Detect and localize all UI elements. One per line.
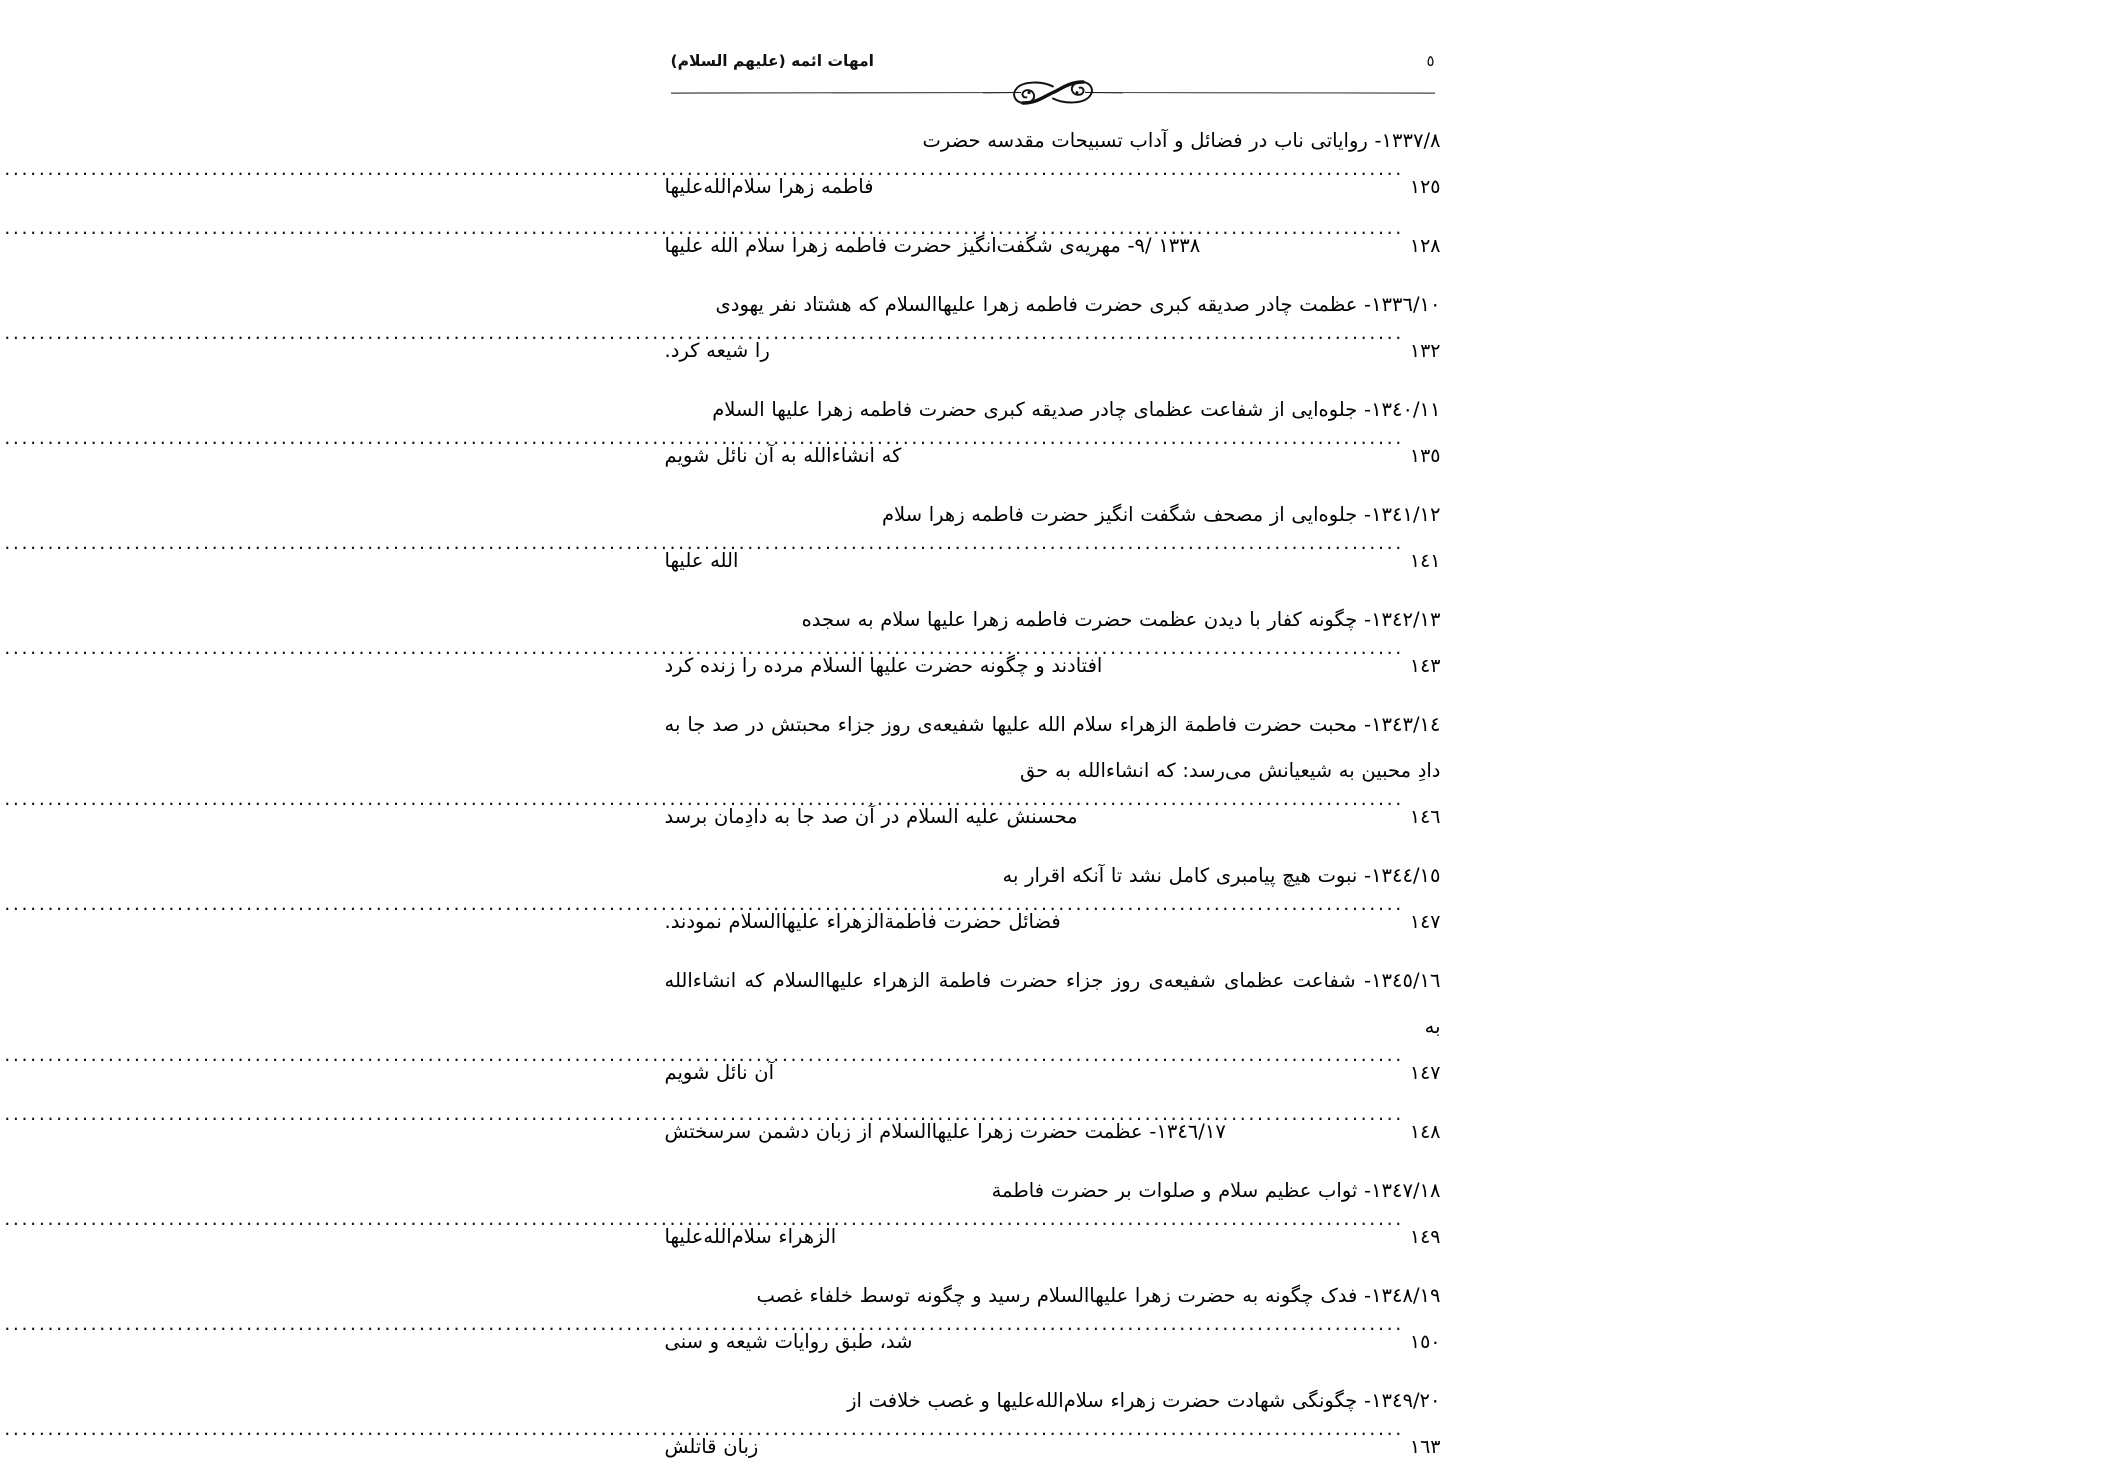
toc-entry[interactable]	[666, 597, 1442, 689]
toc-entry-number: ١٣٤٠/١١-	[1358, 398, 1442, 421]
toc-leader-dots	[919, 1329, 1404, 1349]
toc-entry[interactable]	[666, 492, 1442, 584]
toc-entry-page-number: ١٤٣	[1410, 655, 1442, 677]
toc-entry-number: ١٣٤٨/١٩-	[1358, 1284, 1442, 1307]
toc-entry-text-tail: الله علیها	[665, 549, 740, 572]
toc-entry-tail	[666, 433, 1442, 479]
toc-entry-number: ١٣٤٤/١٥-	[1358, 864, 1442, 887]
page-number: ٥	[1427, 52, 1436, 70]
toc-entry-page-number: ١٤٦	[1410, 806, 1442, 828]
toc-entry[interactable]	[666, 223, 1442, 269]
toc-entry-number: ١٣٤٧/١٨-	[1358, 1179, 1442, 1202]
toc-entry-page-number: ١٤٨	[1410, 1121, 1442, 1143]
toc-entry-text-tail: افتادند و چگونه حضرت علیها السلام مرده را زنده کرد	[665, 654, 1104, 677]
toc-entry-text-tail: شد، طبق روایات شیعه و سنی	[665, 1330, 914, 1353]
toc-entry-page-number: ١٤٧	[1410, 911, 1442, 933]
toc-entry-tail	[666, 1109, 1442, 1155]
toc-entry-text: ١٣٤٢/١٣- چگونه کفار با دیدن عظمت حضرت فاطمه زهرا علیها سلام به سجده	[802, 608, 1442, 631]
toc-entry[interactable]	[666, 702, 1442, 840]
toc-entry-number: ١٣٣٨ /٩-	[1121, 234, 1202, 257]
toc-entry-text-tail: فاطمه زهرا سلام‌الله‌علیها	[665, 175, 875, 198]
toc-leader-dots	[781, 1060, 1405, 1080]
toc-entry-page-number: ١٤٩	[1410, 1226, 1442, 1248]
toc-entry-text: ١٣٣٦/١٠- عظمت چادر صدیقه کبری حضرت فاطمه زهرا علیهاالسلام که هشتاد نفر یهودی	[716, 293, 1442, 316]
toc-leader-dots	[745, 548, 1405, 568]
toc-entry-number: ١٣٤٦/١٧-	[1143, 1120, 1227, 1143]
toc-entry-text-tail: محسنش علیه السلام در آن صد جا به دادِمان برسد	[665, 805, 1079, 828]
toc-leader-dots	[1109, 653, 1405, 673]
toc-entry-text: ١٣٤٣/١٤- محبت حضرت فاطمة الزهراء سلام الله علیها شفیعه‌ی روز جزاء محبتش در صد جا به دادِ محبین به شیعیانش می‌رسد: که انشاءالله به حق	[665, 713, 1442, 782]
toc-entry-number: ١٣٤٣/١٤-	[1358, 713, 1442, 736]
toc-entry[interactable]	[666, 1378, 1442, 1470]
toc-entry-text: ١٣٤١/١٢- جلوه‌ایی از مصحف شگفت انگیز حضرت فاطمه زهرا سلام	[882, 503, 1442, 526]
toc-entry-page-number: ١٤١	[1410, 550, 1442, 572]
toc-leader-dots	[908, 443, 1405, 463]
toc-entry[interactable]	[666, 1273, 1442, 1365]
toc-entry-page-number: ١٤٧	[1410, 1062, 1442, 1084]
toc-entry-text-tail: ١٣٤٦/١٧- عظمت حضرت زهرا علیهاالسلام از زبان دشمن سرسختش	[665, 1120, 1227, 1143]
toc-entry[interactable]	[666, 1168, 1442, 1260]
toc-leader-dots	[777, 338, 1405, 358]
toc-entry-page-number: ١٥٠	[1410, 1331, 1442, 1353]
toc-entry-text-tail: زبان قاتلش	[665, 1435, 760, 1458]
table-of-contents	[666, 118, 1442, 1483]
toc-entry-page-number: ١٣٢	[1410, 340, 1442, 362]
document-page	[554, 0, 1554, 1458]
toc-entry-tail	[666, 328, 1442, 374]
toc-entry-number: ١٣٤٢/١٣-	[1358, 608, 1442, 631]
toc-entry-text: ١٣٤٨/١٩- فدک چگونه به حضرت زهرا علیهاالسلام رسید و چگونه توسط خلفاء غصب	[757, 1284, 1442, 1307]
toc-leader-dots	[1207, 233, 1405, 253]
toc-leader-dots	[843, 1224, 1405, 1244]
toc-entry-text: ١٣٤٩/٢٠- چگونگی شهادت حضرت زهراء سلام‌الله‌علیها و غصب خلافت از	[848, 1389, 1442, 1412]
toc-entry-tail	[666, 1050, 1442, 1096]
toc-leader-dots	[1085, 804, 1405, 824]
toc-entry-page-number: ١٢٨	[1410, 235, 1442, 257]
toc-entry-tail	[666, 1424, 1442, 1470]
toc-entry[interactable]	[666, 853, 1442, 945]
toc-entry-tail	[666, 794, 1442, 840]
toc-entry-number: ١٣٤٥/١٦-	[1356, 969, 1442, 992]
toc-entry-tail	[666, 223, 1442, 269]
toc-entry-text-tail: که انشاءالله به آن نائل شویم	[665, 444, 903, 467]
toc-entry-number: ١٣٣٦/١٠-	[1358, 293, 1442, 316]
toc-entry-text: ١٣٤٥/١٦- شفاعت عظمای شفیعه‌ی روز جزاء حضرت فاطمة الزهراء علیهاالسلام که انشاءالله به	[665, 969, 1442, 1038]
toc-entry[interactable]	[666, 118, 1442, 210]
toc-entry[interactable]	[666, 387, 1442, 479]
page-header	[672, 52, 1436, 82]
toc-entry-page-number: ١٣٥	[1410, 445, 1442, 467]
toc-entry-tail	[666, 538, 1442, 584]
toc-entry[interactable]	[666, 282, 1442, 374]
toc-entry-page-number: ١٢٥	[1410, 176, 1442, 198]
toc-entry-text: ١٣٤٠/١١- جلوه‌ایی از شفاعت عظمای چادر صدیقه کبری حضرت فاطمه زهرا علیها السلام	[713, 398, 1442, 421]
toc-entry-number: ١٣٤١/١٢-	[1358, 503, 1442, 526]
toc-entry-text-tail: فضائل حضرت فاطمةالزهراء علیهاالسلام نمودند.	[665, 910, 1062, 933]
toc-leader-dots	[1068, 909, 1405, 929]
toc-entry-text: ١٣٤٧/١٨- ثواب عظیم سلام و صلوات بر حضرت فاطمة	[992, 1179, 1442, 1202]
toc-entry-tail	[666, 1214, 1442, 1260]
toc-leader-dots	[765, 1434, 1405, 1454]
toc-entry-number: ١٣٤٩/٢٠-	[1358, 1389, 1442, 1412]
toc-leader-dots	[1233, 1119, 1405, 1139]
toc-entry-text-tail: آن نائل شویم	[665, 1061, 776, 1084]
toc-leader-dots	[881, 174, 1405, 194]
toc-entry-tail	[666, 164, 1442, 210]
toc-entry-text: ١٣٣٧/٨- روایاتی ناب در فضائل و آداب تسبیحات مقدسه حضرت	[923, 129, 1442, 152]
toc-entry-text-tail: ١٣٣٨ /٩- مهریه‌ی شگفت‌انگیز حضرت فاطمه زهرا سلام الله علیها	[665, 234, 1202, 257]
toc-entry-tail	[666, 1319, 1442, 1365]
toc-entry-tail	[666, 899, 1442, 945]
toc-entry-tail	[666, 643, 1442, 689]
toc-entry-page-number: ١٦٣	[1410, 1436, 1442, 1458]
toc-entry-number: ١٣٣٧/٨-	[1368, 129, 1442, 152]
toc-entry[interactable]	[666, 1109, 1442, 1155]
toc-entry[interactable]	[666, 958, 1442, 1096]
book-title-header: امهات ائمه (علیهم السلام)	[671, 52, 875, 70]
toc-entry-text: ١٣٤٤/١٥- نبوت هیچ پیامبری کامل نشد تا آنکه اقرار به	[1003, 864, 1442, 887]
toc-entry-text-tail: الزهراء سلام‌الله‌علیها	[665, 1225, 838, 1248]
toc-entry-text-tail: را شیعه کرد.	[665, 339, 771, 362]
